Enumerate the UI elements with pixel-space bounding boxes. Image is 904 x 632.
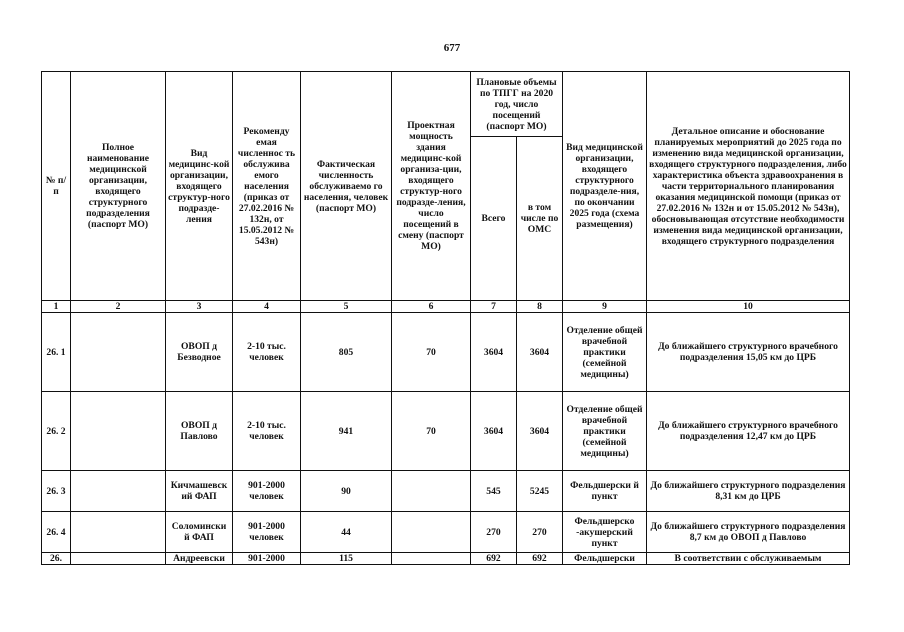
header-actual-population: Фактическая численность обслуживаемо го населения, человек (паспорт МО) xyxy=(301,72,392,301)
row-number: 26. 1 xyxy=(42,313,71,392)
row-actual: 90 xyxy=(301,471,392,512)
column-number: 4 xyxy=(233,301,301,313)
table-row xyxy=(42,313,850,392)
column-number: 3 xyxy=(166,301,233,313)
row-org-type: ОВОП д Павлово xyxy=(166,392,233,471)
row-type-2025: Фельдшерски xyxy=(563,553,647,565)
page-number: 677 xyxy=(443,42,461,54)
row-full-name xyxy=(71,553,166,565)
table-row xyxy=(42,392,850,471)
row-capacity xyxy=(392,471,471,512)
row-recommended: 901-2000 xyxy=(233,553,301,565)
row-type-2025: Фельдшерски й пункт xyxy=(563,471,647,512)
row-number: 26. 3 xyxy=(42,471,71,512)
header-total: Всего xyxy=(471,137,517,301)
column-number: 1 xyxy=(42,301,71,313)
column-number: 5 xyxy=(301,301,392,313)
row-capacity xyxy=(392,553,471,565)
row-number: 26. 4 xyxy=(42,512,71,553)
row-org-type: Соломински й ФАП xyxy=(166,512,233,553)
row-actual: 941 xyxy=(301,392,392,471)
header-org-type: Вид медицинс-кой организации, входящего структур-ного подразде-ления xyxy=(166,72,233,301)
row-oms: 5245 xyxy=(517,471,563,512)
header-recommended-population: Рекоменду емая численнос ть обслужива емого населения (приказ от 27.02.2016 № 132н, от 15.05.2012 № 543н) xyxy=(233,72,301,301)
row-actual: 115 xyxy=(301,553,392,565)
row-actual: 805 xyxy=(301,313,392,392)
row-description: В соответствии с обслуживаемым xyxy=(647,553,850,565)
row-capacity: 70 xyxy=(392,313,471,392)
row-capacity: 70 xyxy=(392,392,471,471)
row-description: До ближайшего структурного врачебного подразделения 12,47 км до ЦРБ xyxy=(647,392,850,471)
table-row xyxy=(42,553,850,565)
row-oms: 3604 xyxy=(517,313,563,392)
header-capacity: Проектная мощность здания медицинс-кой организа-ции, входящего структур-ного подразде-ления, число посещений в смену (паспорт МО) xyxy=(392,72,471,301)
row-total: 3604 xyxy=(471,313,517,392)
row-full-name xyxy=(71,512,166,553)
column-number: 9 xyxy=(563,301,647,313)
row-recommended: 2-10 тыс. человек xyxy=(233,313,301,392)
row-capacity xyxy=(392,512,471,553)
row-description: До ближайшего структурного врачебного подразделения 15,05 км до ЦРБ xyxy=(647,313,850,392)
column-number: 10 xyxy=(647,301,850,313)
header-description: Детальное описание и обоснование планируемых мероприятий до 2025 года по изменению вида медицинской организации, входящего структурного подразделения, либо характеристика объекта здравоохранения в части территориального планирования оказания медицинской помощи (приказ от 27.02.2016 № 132н и от 15.05.2012 № 543н), обосновывающая отсутствие необходимости изменения вида медицинской организации, входящего структурного подразделения xyxy=(647,72,850,301)
table-row xyxy=(42,512,850,553)
row-oms: 692 xyxy=(517,553,563,565)
column-number: 8 xyxy=(517,301,563,313)
row-recommended: 2-10 тыс. человек xyxy=(233,392,301,471)
row-type-2025: Отделение общей врачебной практики (семейной медицины) xyxy=(563,313,647,392)
row-description: До ближайшего структурного подразделения 8,31 км до ЦРБ xyxy=(647,471,850,512)
row-full-name xyxy=(71,471,166,512)
header-type-2025: Вид медицинской организации, входящего структурного подразделе-ния, по окончании 2025 года (схема размещения) xyxy=(563,72,647,301)
row-total: 692 xyxy=(471,553,517,565)
row-full-name xyxy=(71,313,166,392)
row-type-2025: Фельдшерско -акушерский пункт xyxy=(563,512,647,553)
row-org-type: Андреевски xyxy=(166,553,233,565)
row-full-name xyxy=(71,392,166,471)
row-number: 26. xyxy=(42,553,71,565)
table-row xyxy=(42,471,850,512)
row-org-type: Кичмашевск ий ФАП xyxy=(166,471,233,512)
facilities-table xyxy=(41,71,850,565)
row-oms: 270 xyxy=(517,512,563,553)
column-number: 7 xyxy=(471,301,517,313)
header-row xyxy=(42,72,850,137)
row-description: До ближайшего структурного подразделения 8,7 км до ОВОП д Павлово xyxy=(647,512,850,553)
row-type-2025: Отделение общей врачебной практики (семейной медицины) xyxy=(563,392,647,471)
row-number: 26. 2 xyxy=(42,392,71,471)
row-total: 270 xyxy=(471,512,517,553)
header-number: № п/п xyxy=(42,72,71,301)
row-recommended: 901-2000 человек xyxy=(233,512,301,553)
row-recommended: 901-2000 человек xyxy=(233,471,301,512)
row-actual: 44 xyxy=(301,512,392,553)
column-number-row xyxy=(42,301,850,313)
column-number: 6 xyxy=(392,301,471,313)
header-oms: в том числе по ОМС xyxy=(517,137,563,301)
header-planned-volumes: Плановые объемы по ТПГГ на 2020 год, число посещений (паспорт МО) xyxy=(471,72,563,137)
column-number: 2 xyxy=(71,301,166,313)
row-org-type: ОВОП д Безводное xyxy=(166,313,233,392)
row-total: 3604 xyxy=(471,392,517,471)
header-full-name: Полное наименование медицинской организации, входящего структурного подразделения (паспорт МО) xyxy=(71,72,166,301)
row-oms: 3604 xyxy=(517,392,563,471)
row-total: 545 xyxy=(471,471,517,512)
